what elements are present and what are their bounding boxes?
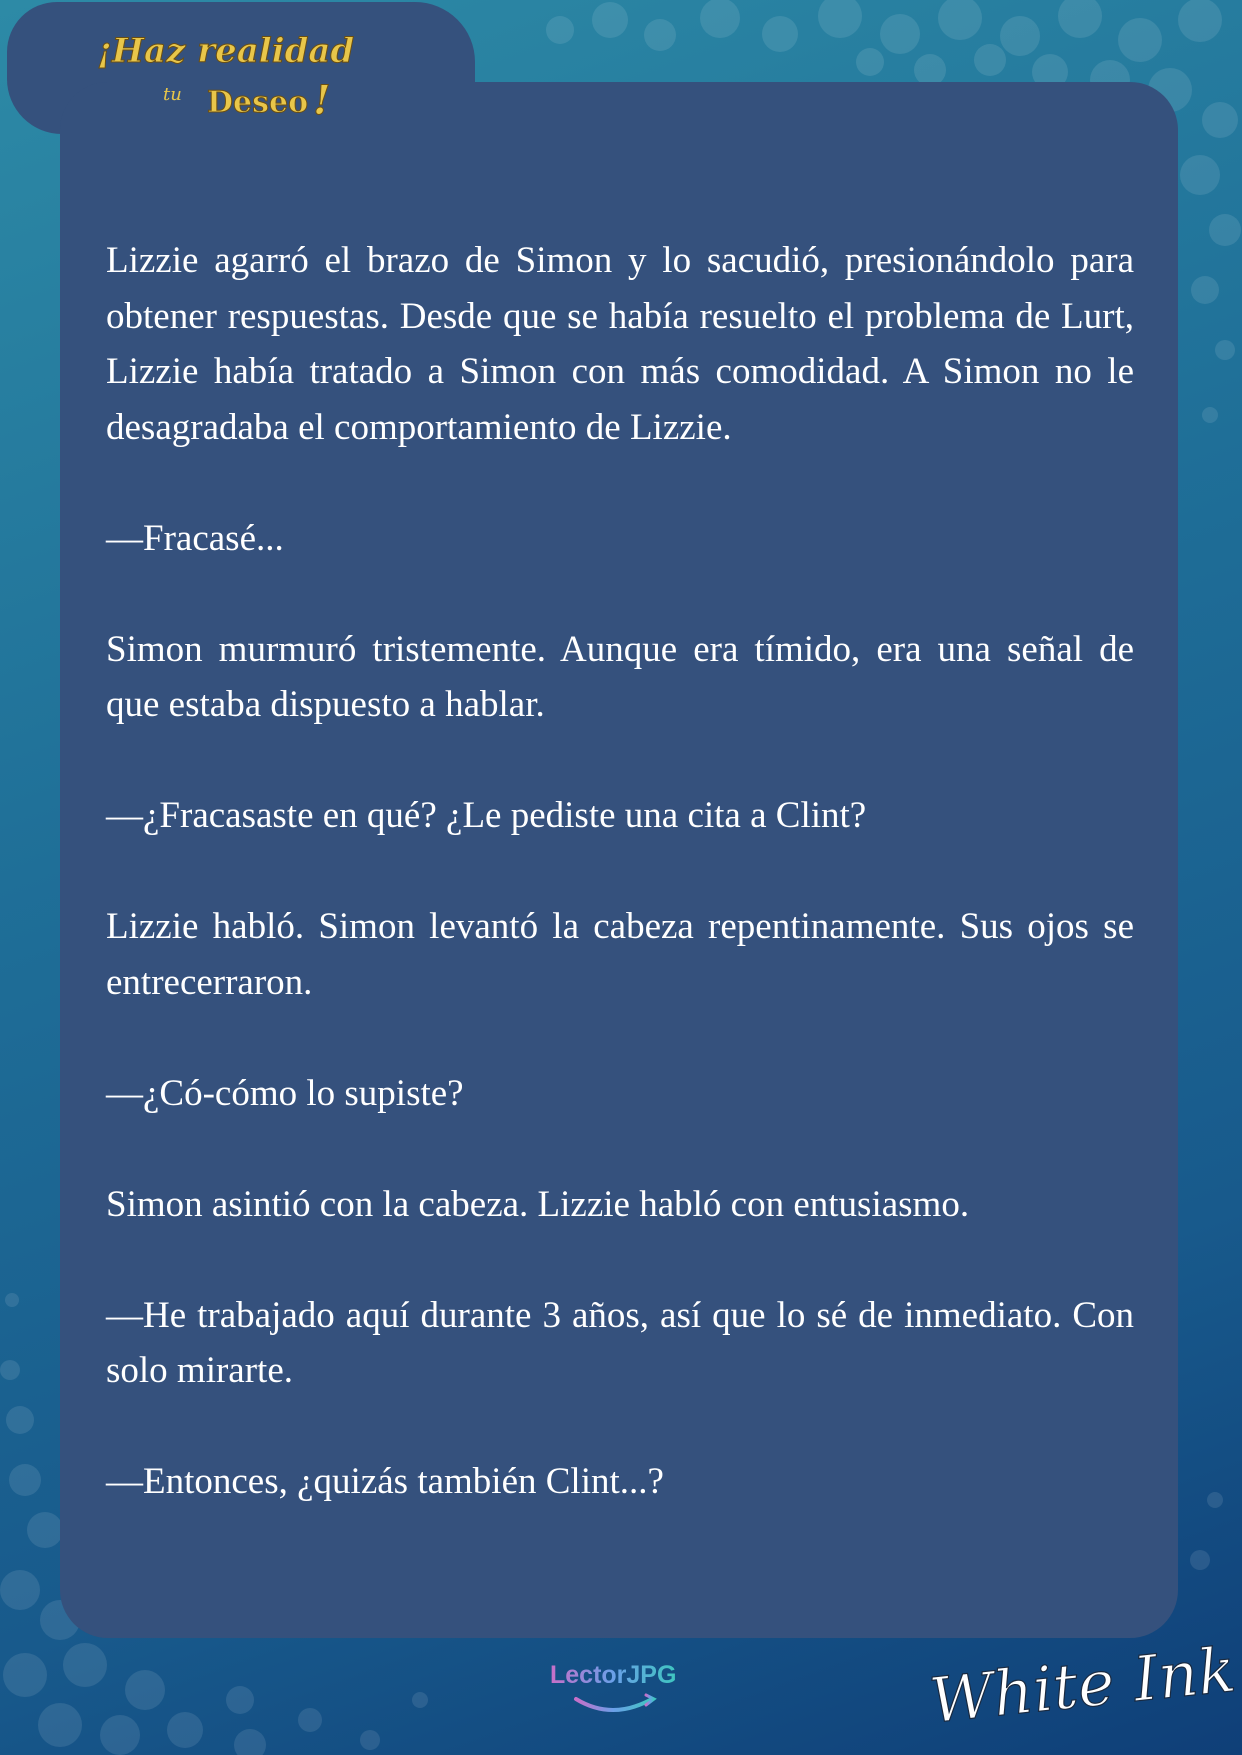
- paragraph: —He trabajado aquí durante 3 años, así que lo sé de inmediato. Con solo mirarte.: [106, 1294, 1134, 1391]
- signature-text: White Ink: [926, 1632, 1239, 1738]
- paragraph: —¿Fracasaste en qué? ¿Le pediste una cita a Clint?: [106, 795, 867, 836]
- haz-realidad-tu-deseo-logo: [95, 20, 395, 124]
- paragraph: Simon murmuró tristemente. Aunque era tímido, era una señal de que estaba dispuesto a hablar.: [106, 628, 1134, 725]
- lectorjpg-text: LectorJPG: [550, 1661, 677, 1689]
- paragraph: Lizzie habló. Simon levantó la cabeza repentinamente. Sus ojos se entrecerraron.: [106, 906, 1134, 1003]
- story-text: [106, 233, 1134, 1510]
- logo-tu: tu: [163, 84, 182, 105]
- logo-exclaim: !: [313, 77, 331, 124]
- logo-line2: Deseo: [207, 85, 309, 120]
- paragraph: Lizzie agarró el brazo de Simon y lo sacudió, presionándolo para obtener respuestas. Desde que se había resuelto el problema de Lurt, Lizzie había tratado a Simon con más comodidad. A Simon no le desagradaba el comportamiento de Lizzie.: [106, 240, 1134, 448]
- lectorjpg-logo: [540, 1655, 700, 1727]
- logo-line1: ¡Haz realidad: [97, 31, 355, 71]
- paragraph: Simon asintió con la cabeza. Lizzie habló con entusiasmo.: [106, 1183, 970, 1225]
- paragraph: —Fracasé...: [106, 517, 284, 559]
- white-ink-signature: [920, 1615, 1239, 1745]
- paragraph: —Entonces, ¿quizás también Clint...?: [106, 1461, 664, 1502]
- paragraph: —¿Có-cómo lo supiste?: [106, 1072, 464, 1114]
